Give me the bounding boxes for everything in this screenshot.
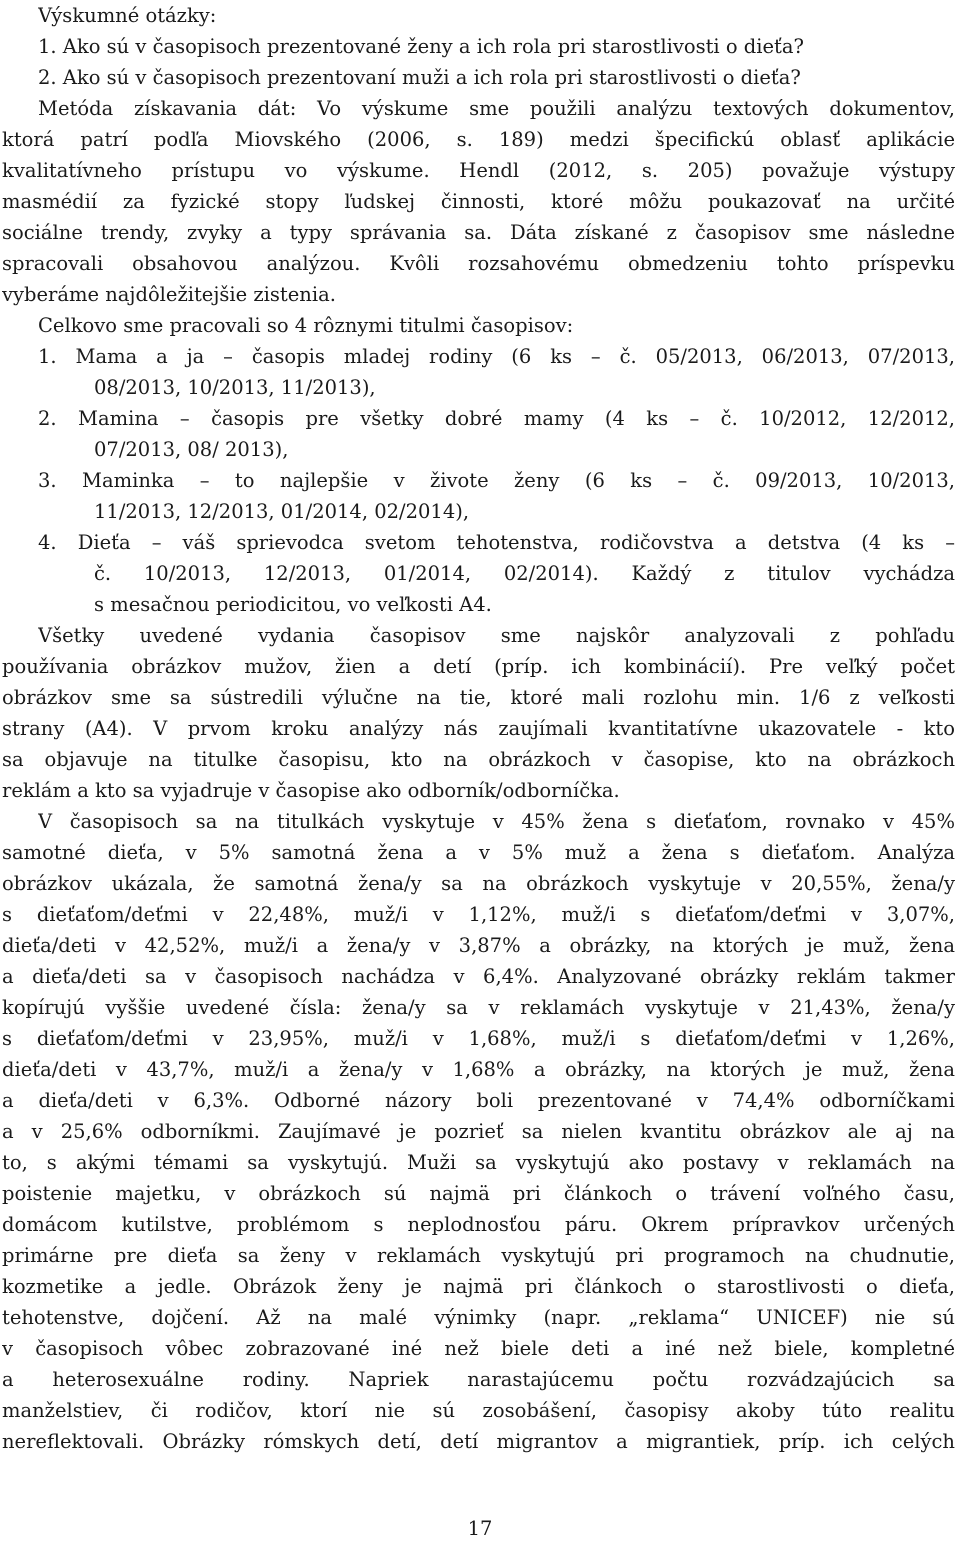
- text-line: 1. Ako sú v časopisoch prezentované ženy a ich rola pri starostlivosti o dieťa?: [38, 35, 804, 58]
- text-line: strany (A4). V prvom kroku analýzy nás zaujímali kvantitatívne ukazovatele - kto: [2, 717, 955, 740]
- text-line: kozmetike a jedle. Obrázok ženy je najmä pri článkoch o starostlivosti o dieťa,: [2, 1275, 955, 1298]
- text-line: s dieťaťom/deťmi v 23,95%, muž/i v 1,68%, muž/i s dieťaťom/deťmi v 1,26%,: [2, 1027, 955, 1050]
- text-line: dieťa/deti v 42,52%, muž/i a žena/y v 3,87% a obrázky, na ktorých je muž, žena: [2, 934, 955, 957]
- text-line: a v 25,6% odborníkmi. Zaujímavé je pozrieť sa nielen kvantitu obrázkov ale aj na: [2, 1120, 955, 1143]
- text-line: 11/2013, 12/2013, 01/2014, 02/2014),: [94, 500, 470, 523]
- text-line: Výskumné otázky:: [38, 4, 217, 27]
- text-line: kopírujú vyššie uvedené čísla: žena/y sa v reklamách vyskytuje v 21,43%, žena/y: [2, 996, 955, 1019]
- text-line: dieťa/deti v 43,7%, muž/i a žena/y v 1,68% a obrázky, na ktorých je muž, žena: [2, 1058, 955, 1081]
- text-line: masmédií za fyzické stopy ľudskej činnosti, ktoré môžu poukazovať na určité: [2, 190, 955, 213]
- text-line: 08/2013, 10/2013, 11/2013),: [94, 376, 376, 399]
- text-line: a dieťa/deti v 6,3%. Odborné názory boli prezentované v 74,4% odborníčkami: [2, 1089, 955, 1112]
- text-line: ktorá patrí podľa Miovského (2006, s. 189) medzi špecifickú oblasť aplikácie: [2, 128, 955, 151]
- text-line: s mesačnou periodicitou, vo veľkosti A4.: [94, 593, 492, 616]
- page-number: 17: [467, 1517, 493, 1540]
- text-line: to, s akými témami sa vyskytujú. Muži sa vyskytujú ako postavy v reklamách na: [2, 1151, 955, 1174]
- text-line: nereflektovali. Obrázky rómskych detí, detí migrantov a migrantiek, príp. ich celých: [2, 1430, 955, 1453]
- text-line: a dieťa/deti sa v časopisoch nachádza v 6,4%. Analyzované obrázky reklám takmer: [2, 965, 955, 988]
- text-line: sociálne trendy, zvyky a typy správania sa. Dáta získané z časopisov sme následne: [2, 221, 955, 244]
- text-line: obrázkov ukázala, že samotná žena/y sa na obrázkoch vyskytuje v 20,55%, žena/y: [2, 872, 955, 895]
- text-line: V časopisoch sa na titulkách vyskytuje v 45% žena s dieťaťom, rovnako v 45%: [38, 810, 955, 833]
- text-line: sa objavuje na titulke časopisu, kto na obrázkoch v časopise, kto na obrázkoch: [2, 748, 955, 771]
- text-line: a heterosexuálne rodiny. Napriek narastajúcemu počtu rozvádzajúcich sa: [2, 1368, 955, 1391]
- text-line: kvalitatívneho prístupu vo výskume. Hendl (2012, s. 205) považuje výstupy: [2, 159, 955, 182]
- text-line: používania obrázkov mužov, žien a detí (príp. ich kombinácií). Pre veľký počet: [2, 655, 955, 678]
- text-line: vyberáme najdôležitejšie zistenia.: [2, 283, 336, 306]
- text-line: Metóda získavania dát: Vo výskume sme použili analýzu textových dokumentov,: [38, 97, 955, 120]
- text-line: Všetky uvedené vydania časopisov sme najskôr analyzovali z pohľadu: [38, 624, 955, 647]
- text-line: domácom kutilstve, problémom s neplodnosťou páru. Okrem prípravkov určených: [2, 1213, 955, 1236]
- text-line: 2. Ako sú v časopisoch prezentovaní muži a ich rola pri starostlivosti o dieťa?: [38, 66, 801, 89]
- text-line: v časopisoch vôbec zobrazované iné než biele deti a iné než biele, kompletné: [2, 1337, 955, 1360]
- text-line: primárne pre dieťa sa ženy v reklamách vyskytujú pri programoch na chudnutie,: [2, 1244, 955, 1267]
- text-line: obrázkov sme sa sústredili výlučne na tie, ktoré mali rozlohu min. 1/6 z veľkosti: [2, 686, 955, 709]
- text-line: č. 10/2013, 12/2013, 01/2014, 02/2014). Každý z titulov vychádza: [94, 562, 955, 585]
- text-line: 3. Maminka – to najlepšie v živote ženy (6 ks – č. 09/2013, 10/2013,: [38, 469, 955, 492]
- text-line: s dieťaťom/deťmi v 22,48%, muž/i v 1,12%, muž/i s dieťaťom/deťmi v 3,07%,: [2, 903, 955, 926]
- text-line: spracovali obsahovou analýzou. Kvôli rozsahovému obmedzeniu tohto príspevku: [2, 252, 955, 275]
- text-line: manželstiev, či rodičov, ktorí nie sú zosobášení, časopisy akoby túto realitu: [2, 1399, 955, 1422]
- text-line: reklám a kto sa vyjadruje v časopise ako odborník/odborníčka.: [2, 779, 620, 802]
- text-line: 4. Dieťa – váš sprievodca svetom tehotenstva, rodičovstva a detstva (4 ks –: [38, 531, 955, 554]
- text-line: 2. Mamina – časopis pre všetky dobré mamy (4 ks – č. 10/2012, 12/2012,: [38, 407, 955, 430]
- text-line: samotné dieťa, v 5% samotná žena a v 5% muž a žena s dieťaťom. Analýza: [2, 841, 955, 864]
- text-line: Celkovo sme pracovali so 4 rôznymi titulmi časopisov:: [38, 314, 574, 337]
- text-line: 07/2013, 08/ 2013),: [94, 438, 289, 461]
- text-line: tehotenstve, dojčení. Až na malé výnimky (napr. „reklama“ UNICEF) nie sú: [2, 1306, 955, 1329]
- text-line: poistenie majetku, v obrázkoch sú najmä pri článkoch o trávení voľného času,: [2, 1182, 955, 1205]
- text-line: 1. Mama a ja – časopis mladej rodiny (6 ks – č. 05/2013, 06/2013, 07/2013,: [38, 345, 955, 368]
